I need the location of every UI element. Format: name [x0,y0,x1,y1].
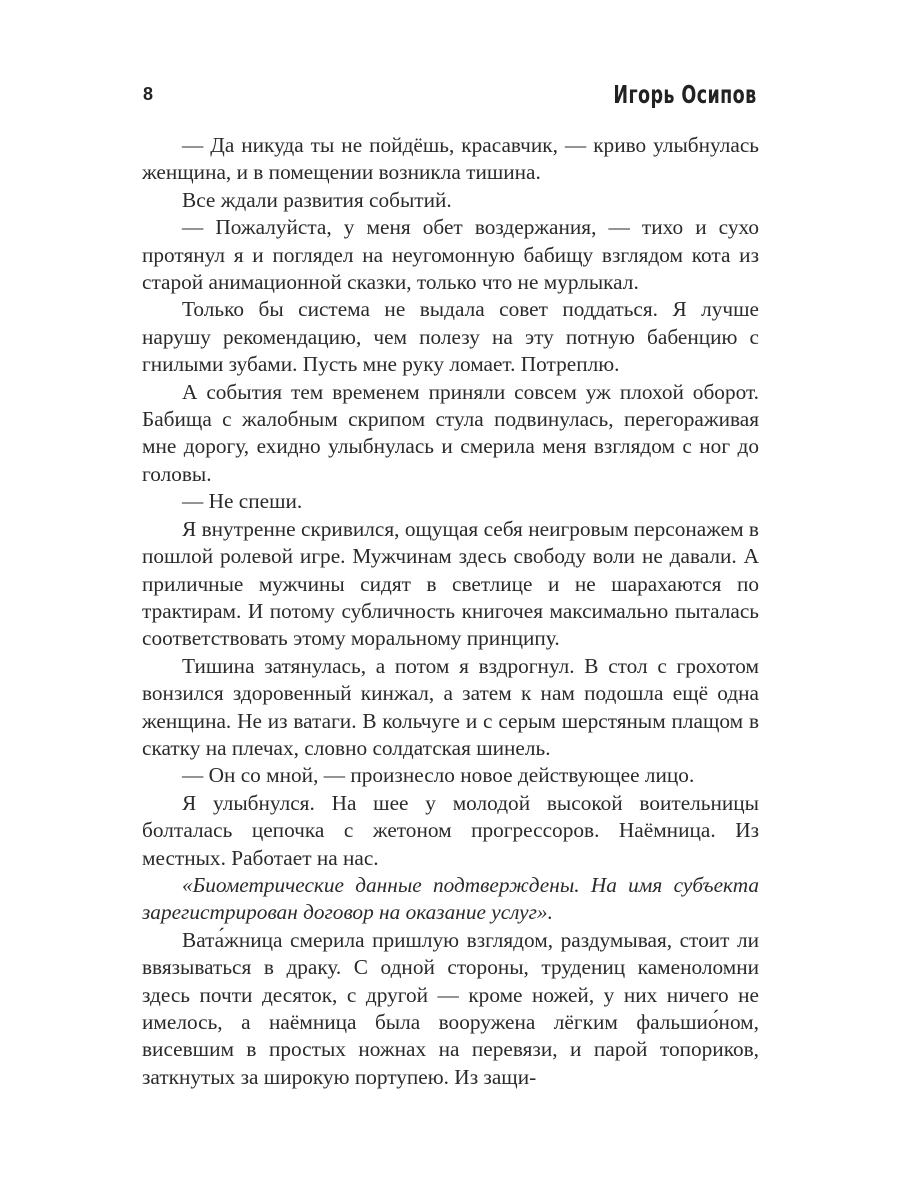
paragraph: — Он со мной, — произнесло новое действующее лицо. [182,763,695,788]
paragraph: А события тем временем приняли совсем уж плохой оборот. Бабища с жалобным скрипом стула подвинулась, перегораживая мне дорогу, ехидно улыбнулась и смерила меня взглядом с ног до головы. [142,379,759,486]
paragraph: Я улыбнулся. На шее у молодой высокой воительницы болталась цепочка с жетоном прогрессоров. Наёмница. Из местных. Работает на нас. [142,790,759,870]
page-header [143,80,757,112]
paragraph: Я внутренне скривился, ощущая себя неигровым персонажем в пошлой ролевой игре. Мужчинам здесь свободу воли не давали. А приличные мужчины сидят в светлице и не шарахаются по трактирам. И потому субличность книгочея максимально пыталась соответствовать этому моральному принципу. [142,516,759,651]
paragraph: — Да никуда ты не пойдёшь, красавчик, — криво улыбнулась женщина, и в помещении возникла тишина. [142,133,759,185]
paragraph: Все ждали развития событий. [182,187,452,212]
paragraph: — Пожалуйста, у меня обет воздержания, — тихо и сухо протянул я и поглядел на неугомонную бабищу взглядом кота из старой анимационной сказки, только что не мурлыкал. [142,215,759,295]
paragraph: Тишина затянулась, а потом я вздрогнул. В стол с грохотом вонзился здоровенный кинжал, а затем к нам подошла ещё одна женщина. Не из ватаги. В кольчуге и с серым шерстяным плащом в скатку на плечах, словно солдатская шинель. [142,653,759,760]
page-number: 8 [143,84,154,104]
system-message-paragraph: «Биометрические данные подтверждены. На имя субъекта зарегистрирован договор на оказание услуг». [142,872,759,925]
paragraph: Только бы система не выдала совет поддаться. Я лучше нарушу рекомендацию, чем полезу на эту потную бабенцию с гнилыми зубами. Пусть мне руку ломает. Потреплю. [142,297,759,377]
paragraph: — Не спеши. [182,489,303,514]
paragraph: Вата́жница смерила пришлую взглядом, раздумывая, стоит ли ввязываться в драку. С одной стороны, трудениц каменоломни здесь почти десяток, с другой — кроме ножей, у них ничего не имелось, а наёмница была вооружена лёгким фальшио́ном, висевшим в простых ножнах на перевязи, и парой топориков, заткнутых за широкую портупею. Из защи- [142,927,759,1089]
page-body [142,132,759,1091]
running-head-author: Игорь Осипов [613,80,757,109]
